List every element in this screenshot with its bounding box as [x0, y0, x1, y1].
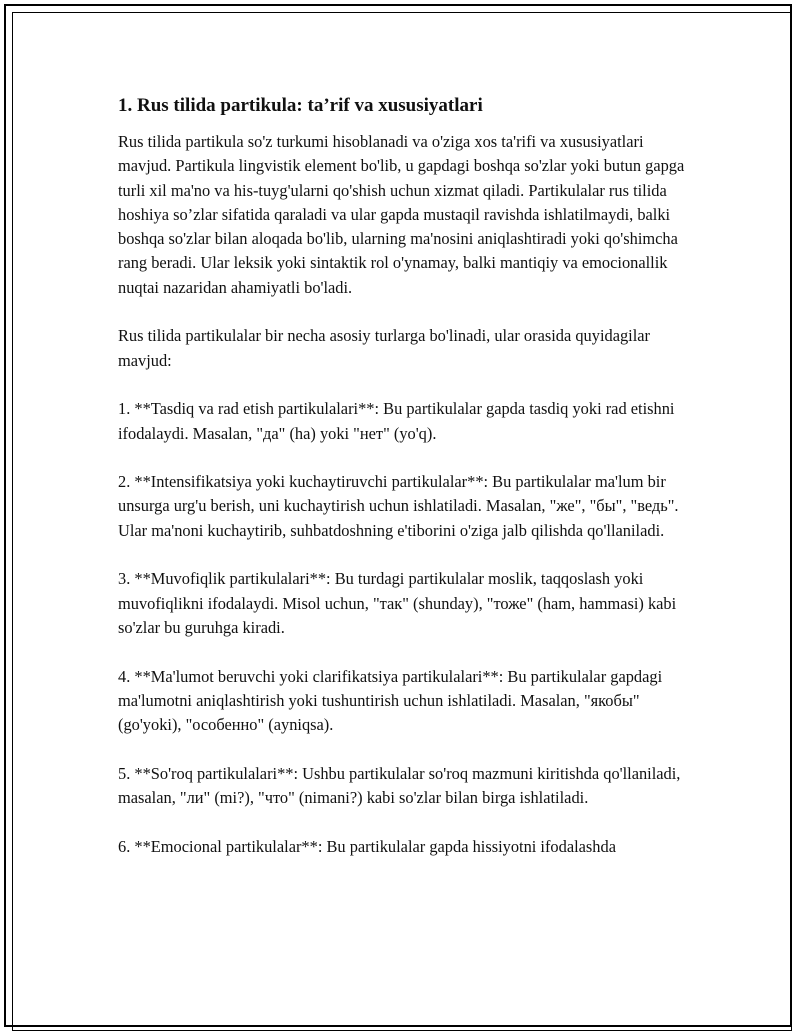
list-item-emotional: 6. **Emocional partikulalar**: Bu partikulalar gapda hissiyotni ifodalashda — [118, 836, 616, 856]
list-item-interrogative: 5. **So'roq partikulalari**: Ushbu partikulalar so'roq mazmuni kiritishda qo'llaniladi, masalan, "ли" (mi?), "что" (nimani?) kabi so'zlar bilan birga ishlatiladi. — [118, 763, 681, 808]
list-item-clarification: 4. **Ma'lumot beruvchi yoki clarifikatsiya partikulalari**: Bu partikulalar gapdagi ma'lumotni aniqlashtirish yoki tushuntirish uchun ishlatiladi. Masalan, "якобы" (go'yoki), "особенно" (ayniqsa). — [118, 666, 663, 735]
paragraph-definition: Rus tilida partikula so'z turkumi hisoblanadi va o'ziga xos ta'rifi va xususiyatlari mavjud. Partikula lingvistik element bo'lib, u gapdagi boshqa so'zlar yoki butun gapga turli xil ma'no va his-tuyg'ularni qo'shish uchun xizmat qiladi. Partikulalar rus tilida hoshiya so’zlar sifatida qaraladi va ular gapda mustaqil ravishda ishlatilmaydi, balki boshqa so'zlar bilan aloqada bo'lib, ularning ma'nosini aniqlashtiradi yoki qo'shimcha rang beradi. Ular leksik yoki sintaktik rol o'ynamay, balki mantiqiy va emocionallik nuqtai nazaridan ahamiyatli bo'ladi. — [118, 132, 685, 297]
document-content — [118, 92, 688, 883]
list-item-affirmation: 1. **Tasdiq va rad etish partikulalari**: Bu partikulalar gapda tasdiq yoki rad etishni ifodalaydi. Masalan, "да" (ha) yoki "нет" (yo'q). — [118, 399, 675, 443]
paragraph-types-intro: Rus tilida partikulalar bir necha asosiy turlarga bo'linadi, ular orasida quyidagilar mavjud: — [118, 326, 651, 370]
list-item-correspondence: 3. **Muvofiqlik partikulalari**: Bu turdagi partikulalar moslik, taqqoslash yoki muvofiqlikni ifodalaydi. Misol uchun, "так" (shunday), "тоже" (ham, hammasi) kabi so'zlar bu guruhga kiradi. — [118, 569, 677, 637]
list-item-intensification: 2. **Intensifikatsiya yoki kuchaytiruvchi partikulalar**: Bu partikulalar ma'lum bir unsurga urg'u berish, uni kuchaytirish uchun ishlatiladi. Masalan, "же", "бы", "ведь". Ular ma'noni kuchaytirib, suhbatdoshning e'tiborini o'ziga jalb qilishda qo'llaniladi. — [118, 472, 679, 540]
section-heading: 1. Rus tilida partikula: ta’rif va xususiyatlari — [118, 95, 483, 116]
